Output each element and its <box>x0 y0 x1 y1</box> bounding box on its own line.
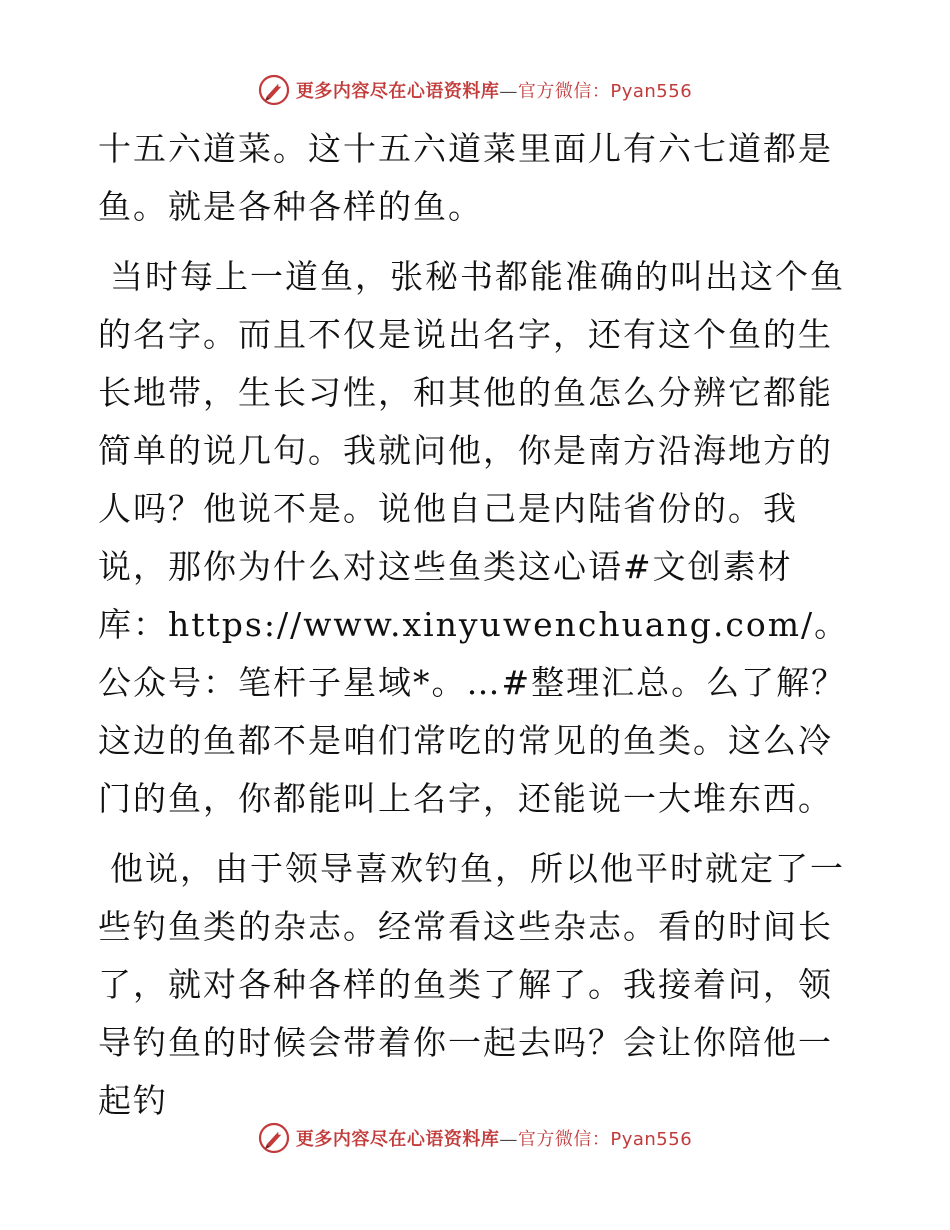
footer-banner-text <box>296 1125 692 1151</box>
pen-nib-logo-icon <box>258 74 290 106</box>
header-banner <box>0 70 950 110</box>
banner-dash: — <box>499 81 518 102</box>
pen-nib-logo-icon <box>258 1122 290 1154</box>
banner-wechat-label: 官方微信： <box>517 1129 611 1150</box>
banner-site-name: 更多内容尽在心语资料库 <box>295 81 500 102</box>
footer-banner <box>0 1118 950 1158</box>
header-banner-text <box>296 77 692 103</box>
banner-wechat-label: 官方微信： <box>517 81 611 102</box>
paragraph-2: 当时每上一道鱼，张秘书都能准确的叫出这个鱼的名字。而且不仅是说出名字，还有这个鱼的生长地带，生长习性，和其他的鱼怎么分辨它都能简单的说几句。我就问他，你是南方沿海地方的人吗？他说不是。说他自己是内陆省份的。我说，那你为什么对这些鱼类这心语#文创素材库：https://www.xinyuwenchuang.com/。公众号：笔杆子星域*。…#整理汇总。么了解？这边的鱼都不是咱们常吃的常见的鱼类。这么冷门的鱼，你都能叫上名字，还能说一大堆东西。 <box>98 257 850 818</box>
banner-wechat-handle: Pyan556 <box>610 1129 693 1150</box>
banner-dash: — <box>499 1129 518 1150</box>
paragraph-1: 十五六道菜。这十五六道菜里面儿有六七道都是鱼。就是各种各样的鱼。 <box>98 129 833 226</box>
paragraph-3: 他说，由于领导喜欢钓鱼，所以他平时就定了一些钓鱼类的杂志。经常看这些杂志。看的时间长了，就对各种各样的鱼类了解了。我接着问，领导钓鱼的时候会带着你一起去吗？会让你陪他一起钓 <box>98 849 845 1120</box>
banner-site-name: 更多内容尽在心语资料库 <box>295 1129 500 1150</box>
banner-wechat-handle: Pyan556 <box>610 81 693 102</box>
document-body <box>98 120 858 1142</box>
